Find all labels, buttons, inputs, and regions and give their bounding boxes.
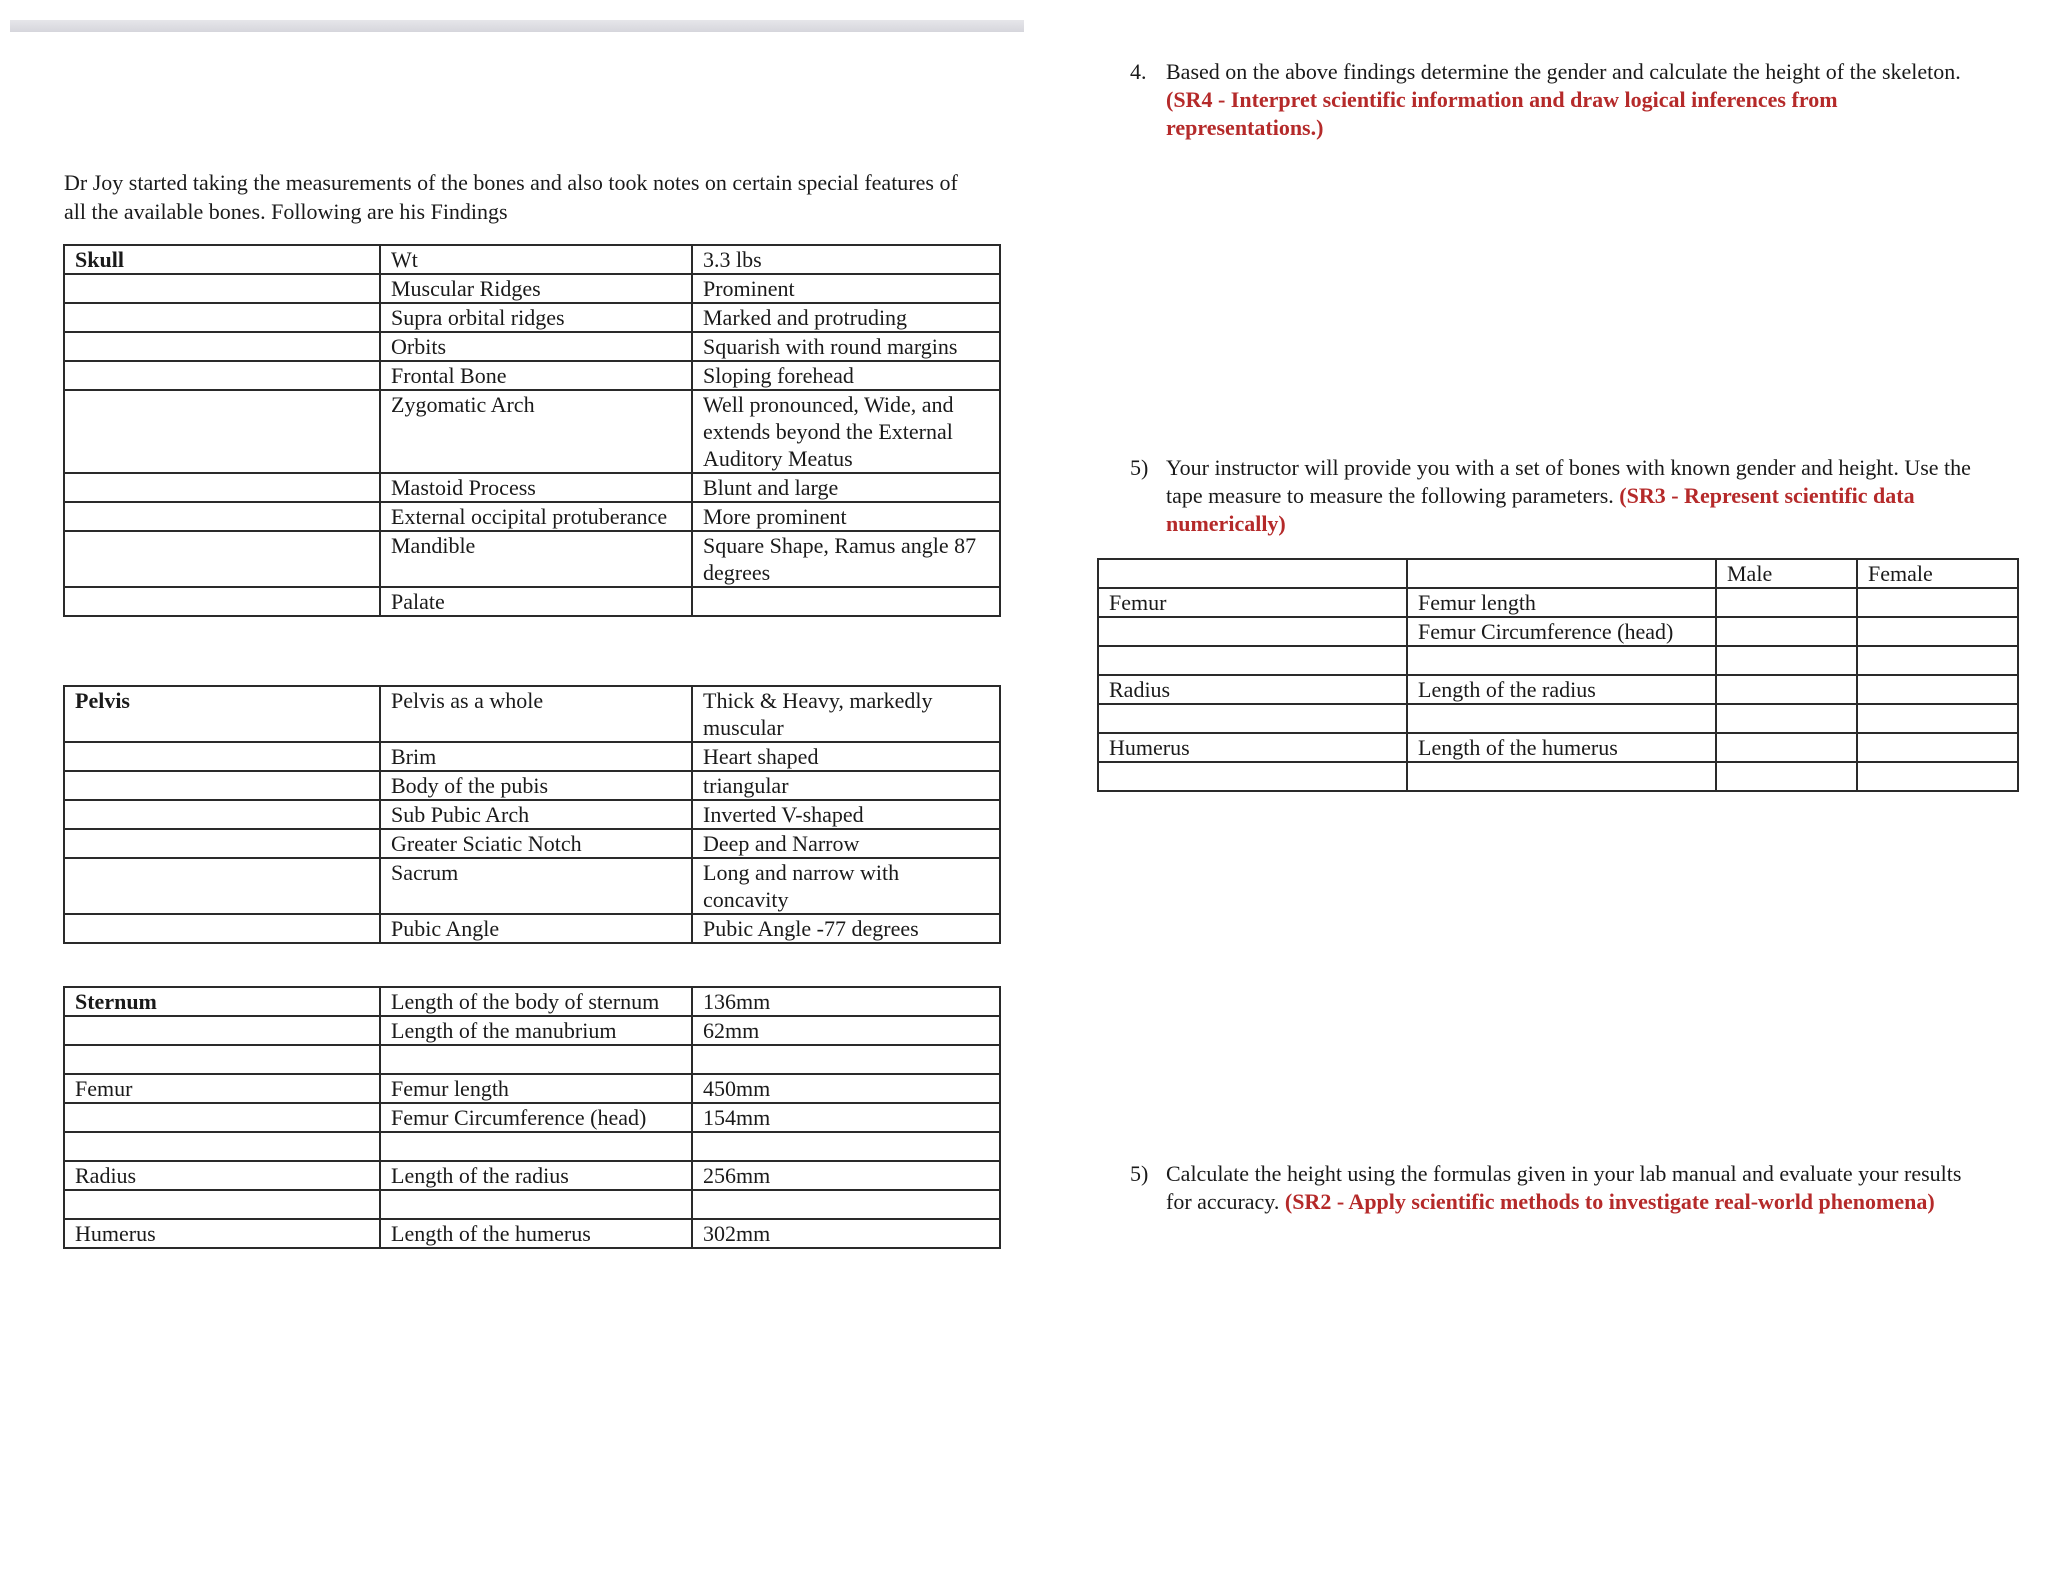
finding-cell [692, 1190, 1000, 1219]
table-row [64, 245, 1000, 274]
finding-cell: Square Shape, Ramus angle 87 degrees [692, 531, 1000, 587]
table-row [64, 914, 1000, 943]
table-row [64, 1103, 1000, 1132]
parameter-cell [1407, 646, 1716, 675]
male-value-cell[interactable] [1716, 588, 1857, 617]
finding-cell [692, 587, 1000, 616]
feature-cell: Pelvis as a whole [380, 686, 692, 742]
bone-measurement-entry-table [1097, 558, 2019, 792]
question-text: Calculate the height using the formulas given in your lab manual and evaluate your results for accuracy. [1166, 1161, 1962, 1214]
bone-name-cell: Skull [64, 245, 380, 274]
table-row [64, 1074, 1000, 1103]
feature-cell: Length of the manubrium [380, 1016, 692, 1045]
male-value-cell[interactable] [1716, 704, 1857, 733]
table-row [64, 587, 1000, 616]
sternum-long-bone-measurements-table [63, 986, 1001, 1249]
feature-cell: Length of the body of sternum [380, 987, 692, 1016]
feature-cell: Body of the pubis [380, 771, 692, 800]
column-header [1407, 559, 1716, 588]
table-row [1098, 646, 2018, 675]
finding-cell: 302mm [692, 1219, 1000, 1248]
bone-name-cell [64, 771, 380, 800]
parameter-cell: Femur Circumference (head) [1407, 617, 1716, 646]
table-row [1098, 675, 2018, 704]
bone-name-cell [64, 1190, 380, 1219]
finding-cell: 154mm [692, 1103, 1000, 1132]
male-value-cell[interactable] [1716, 733, 1857, 762]
parameter-cell: Femur length [1407, 588, 1716, 617]
table-row [1098, 617, 2018, 646]
standard-label: (SR2 - Apply scientific methods to investigate real-world phenomena) [1284, 1189, 1935, 1214]
table-row [64, 1016, 1000, 1045]
bone-name-cell [1098, 704, 1407, 733]
bone-name-cell [64, 531, 380, 587]
bone-name-cell [64, 502, 380, 531]
finding-cell [692, 1132, 1000, 1161]
parameter-cell [1407, 762, 1716, 791]
table-row [64, 531, 1000, 587]
bone-name-cell [1098, 617, 1407, 646]
bone-name-cell [64, 274, 380, 303]
table-row [64, 771, 1000, 800]
finding-cell: triangular [692, 771, 1000, 800]
table-row [64, 686, 1000, 742]
feature-cell: Supra orbital ridges [380, 303, 692, 332]
feature-cell: Wt [380, 245, 692, 274]
female-value-cell[interactable] [1857, 704, 2018, 733]
bone-name-cell: Sternum [64, 987, 380, 1016]
question-number: 5) [1130, 1161, 1149, 1186]
table-row [64, 800, 1000, 829]
feature-cell: Length of the humerus [380, 1219, 692, 1248]
finding-cell: 62mm [692, 1016, 1000, 1045]
bone-name-cell [64, 800, 380, 829]
column-header [1098, 559, 1407, 588]
table-row [64, 473, 1000, 502]
female-value-cell[interactable] [1857, 617, 2018, 646]
bone-name-cell [64, 473, 380, 502]
bone-name-cell [64, 1016, 380, 1045]
feature-cell: Mandible [380, 531, 692, 587]
male-value-cell[interactable] [1716, 646, 1857, 675]
finding-cell: Prominent [692, 274, 1000, 303]
bone-name-cell [64, 303, 380, 332]
bone-name-cell [64, 914, 380, 943]
bone-name-cell [64, 1132, 380, 1161]
finding-cell: Sloping forehead [692, 361, 1000, 390]
feature-cell: Femur Circumference (head) [380, 1103, 692, 1132]
bone-name-cell: Femur [1098, 588, 1407, 617]
table-row [64, 361, 1000, 390]
female-value-cell[interactable] [1857, 733, 2018, 762]
bone-name-cell [1098, 646, 1407, 675]
feature-cell: Femur length [380, 1074, 692, 1103]
table-row [64, 742, 1000, 771]
feature-cell: Zygomatic Arch [380, 390, 692, 473]
finding-cell: Marked and protruding [692, 303, 1000, 332]
male-value-cell[interactable] [1716, 762, 1857, 791]
finding-cell: 136mm [692, 987, 1000, 1016]
bone-name-cell [64, 858, 380, 914]
parameter-cell [1407, 704, 1716, 733]
table-row [64, 502, 1000, 531]
bone-name-cell [64, 390, 380, 473]
feature-cell [380, 1132, 692, 1161]
finding-cell: 3.3 lbs [692, 245, 1000, 274]
feature-cell: Muscular Ridges [380, 274, 692, 303]
feature-cell: Pubic Angle [380, 914, 692, 943]
feature-cell: Brim [380, 742, 692, 771]
intro-paragraph: Dr Joy started taking the measurements of the bones and also took notes on certain special features of all the available bones. Following are his Findings [64, 170, 958, 224]
finding-cell: Well pronounced, Wide, and extends beyond the External Auditory Meatus [692, 390, 1000, 473]
question-text: Based on the above findings determine the gender and calculate the height of the skeleton. [1166, 59, 1961, 84]
female-value-cell[interactable] [1857, 588, 2018, 617]
bone-name-cell: Radius [1098, 675, 1407, 704]
question-number: 5) [1130, 455, 1149, 480]
bone-name-cell [64, 587, 380, 616]
feature-cell: Length of the radius [380, 1161, 692, 1190]
table-row [64, 332, 1000, 361]
bone-name-cell [64, 1045, 380, 1074]
table-row [64, 274, 1000, 303]
table-row [64, 1219, 1000, 1248]
table-row [1098, 762, 2018, 791]
feature-cell: Palate [380, 587, 692, 616]
finding-cell: More prominent [692, 502, 1000, 531]
bone-name-cell [64, 829, 380, 858]
finding-cell: 256mm [692, 1161, 1000, 1190]
table-row [64, 1045, 1000, 1074]
standard-label: (SR3 - Represent scientific data numerically) [1166, 483, 1915, 536]
feature-cell [380, 1190, 692, 1219]
bone-name-cell: Humerus [64, 1219, 380, 1248]
feature-cell: Greater Sciatic Notch [380, 829, 692, 858]
feature-cell: Sub Pubic Arch [380, 800, 692, 829]
table-row [64, 1161, 1000, 1190]
bone-name-cell: Femur [64, 1074, 380, 1103]
finding-cell: Heart shaped [692, 742, 1000, 771]
female-value-cell[interactable] [1857, 646, 2018, 675]
page-top-edge [10, 20, 1024, 32]
parameter-cell: Length of the radius [1407, 675, 1716, 704]
column-header: Female [1857, 559, 2018, 588]
male-value-cell[interactable] [1716, 617, 1857, 646]
standard-label: (SR4 - Interpret scientific information and draw logical inferences from representations.) [1166, 87, 1838, 140]
bone-name-cell: Pelvis [64, 686, 380, 742]
finding-cell: Inverted V-shaped [692, 800, 1000, 829]
table-row [1098, 704, 2018, 733]
feature-cell: Frontal Bone [380, 361, 692, 390]
female-value-cell[interactable] [1857, 675, 2018, 704]
bone-name-cell: Radius [64, 1161, 380, 1190]
male-value-cell[interactable] [1716, 675, 1857, 704]
bone-name-cell [64, 332, 380, 361]
finding-cell: Blunt and large [692, 473, 1000, 502]
bone-name-cell [64, 1103, 380, 1132]
question-text: Your instructor will provide you with a set of bones with known gender and height. Use the tape measure to measure the following parameters. [1166, 455, 1971, 508]
finding-cell: Long and narrow with concavity [692, 858, 1000, 914]
table-row [64, 303, 1000, 332]
column-header: Male [1716, 559, 1857, 588]
table-row [64, 858, 1000, 914]
finding-cell: Deep and Narrow [692, 829, 1000, 858]
table-row [64, 390, 1000, 473]
finding-cell: 450mm [692, 1074, 1000, 1103]
finding-cell: Squarish with round margins [692, 332, 1000, 361]
female-value-cell[interactable] [1857, 762, 2018, 791]
feature-cell: Mastoid Process [380, 473, 692, 502]
skull-findings-table [63, 244, 1001, 617]
table-row [1098, 733, 2018, 762]
finding-cell: Pubic Angle -77 degrees [692, 914, 1000, 943]
question-number: 4. [1130, 59, 1147, 84]
feature-cell [380, 1045, 692, 1074]
bone-name-cell: Humerus [1098, 733, 1407, 762]
table-row [64, 1132, 1000, 1161]
pelvis-findings-table [63, 685, 1001, 944]
finding-cell: Thick & Heavy, markedly muscular [692, 686, 1000, 742]
finding-cell [692, 1045, 1000, 1074]
bone-name-cell [1098, 762, 1407, 791]
bone-name-cell [64, 742, 380, 771]
feature-cell: Orbits [380, 332, 692, 361]
bone-name-cell [64, 361, 380, 390]
table-header-row [1098, 559, 2018, 588]
table-row [64, 987, 1000, 1016]
table-row [64, 829, 1000, 858]
feature-cell: External occipital protuberance [380, 502, 692, 531]
table-row [1098, 588, 2018, 617]
parameter-cell: Length of the humerus [1407, 733, 1716, 762]
table-row [64, 1190, 1000, 1219]
feature-cell: Sacrum [380, 858, 692, 914]
